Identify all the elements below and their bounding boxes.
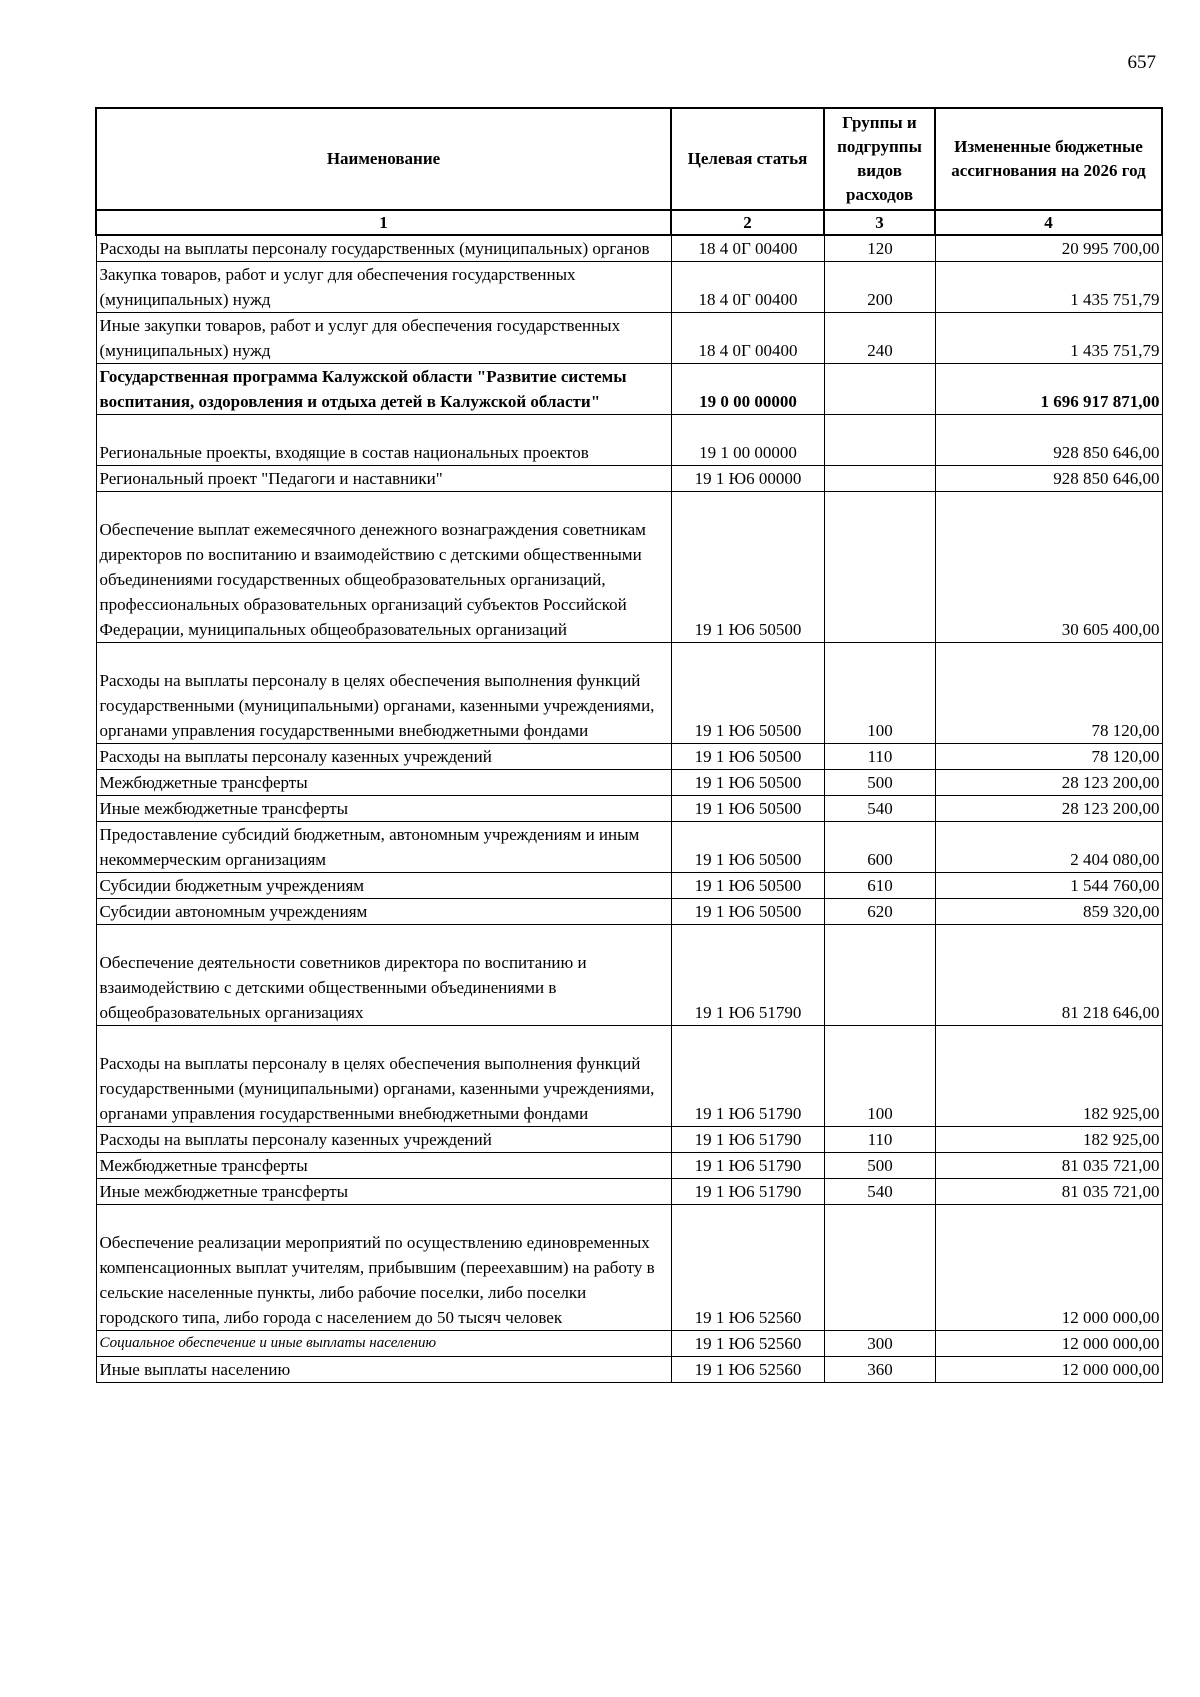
row-name: Обеспечение деятельности советников директора по воспитанию и взаимодействию с детскими общественными объединениями в общеобразовательных организациях bbox=[96, 925, 671, 1026]
row-target-article: 19 1 Ю6 51790 bbox=[671, 1127, 824, 1153]
row-amount: 78 120,00 bbox=[935, 643, 1162, 744]
header-expense-groups: Группы и подгруппы видов расходов bbox=[824, 108, 935, 210]
row-name: Субсидии бюджетным учреждениям bbox=[96, 873, 671, 899]
row-expense-group: 620 bbox=[824, 899, 935, 925]
row-expense-group bbox=[824, 925, 935, 1026]
table-row bbox=[96, 492, 1162, 643]
row-name: Межбюджетные трансферты bbox=[96, 770, 671, 796]
row-amount: 20 995 700,00 bbox=[935, 235, 1162, 262]
row-amount: 28 123 200,00 bbox=[935, 796, 1162, 822]
row-amount: 78 120,00 bbox=[935, 744, 1162, 770]
row-expense-group bbox=[824, 466, 935, 492]
row-amount: 81 218 646,00 bbox=[935, 925, 1162, 1026]
row-target-article: 19 1 Ю6 51790 bbox=[671, 1153, 824, 1179]
row-target-article: 18 4 0Г 00400 bbox=[671, 235, 824, 262]
row-name: Расходы на выплаты персоналу в целях обеспечения выполнения функций государственными (муниципальными) органами, казенными учреждениями, органами управления государственными внебюджетными фондами bbox=[96, 1026, 671, 1127]
row-expense-group: 610 bbox=[824, 873, 935, 899]
row-target-article: 19 1 Ю6 52560 bbox=[671, 1357, 824, 1383]
row-target-article: 19 1 00 00000 bbox=[671, 415, 824, 466]
row-name: Иные выплаты населению bbox=[96, 1357, 671, 1383]
row-name: Региональные проекты, входящие в состав национальных проектов bbox=[96, 415, 671, 466]
table-row bbox=[96, 313, 1162, 364]
header-name: Наименование bbox=[96, 108, 671, 210]
row-target-article: 19 1 Ю6 00000 bbox=[671, 466, 824, 492]
row-amount: 928 850 646,00 bbox=[935, 415, 1162, 466]
row-expense-group: 360 bbox=[824, 1357, 935, 1383]
row-target-article: 19 1 Ю6 51790 bbox=[671, 1179, 824, 1205]
table-row bbox=[96, 1127, 1162, 1153]
row-target-article: 18 4 0Г 00400 bbox=[671, 313, 824, 364]
table-row bbox=[96, 1331, 1162, 1357]
table-row bbox=[96, 822, 1162, 873]
row-amount: 81 035 721,00 bbox=[935, 1153, 1162, 1179]
row-amount: 12 000 000,00 bbox=[935, 1205, 1162, 1331]
table-row bbox=[96, 1179, 1162, 1205]
row-amount: 1 544 760,00 bbox=[935, 873, 1162, 899]
row-name: Субсидии автономным учреждениям bbox=[96, 899, 671, 925]
row-expense-group: 600 bbox=[824, 822, 935, 873]
row-expense-group bbox=[824, 364, 935, 415]
row-amount: 28 123 200,00 bbox=[935, 770, 1162, 796]
row-expense-group: 200 bbox=[824, 262, 935, 313]
budget-table bbox=[95, 107, 1163, 1383]
table-row bbox=[96, 235, 1162, 262]
table-row bbox=[96, 1205, 1162, 1331]
row-expense-group: 120 bbox=[824, 235, 935, 262]
row-amount: 81 035 721,00 bbox=[935, 1179, 1162, 1205]
table-row bbox=[96, 262, 1162, 313]
column-number: 1 bbox=[96, 210, 671, 235]
row-target-article: 19 1 Ю6 50500 bbox=[671, 744, 824, 770]
row-expense-group: 240 bbox=[824, 313, 935, 364]
row-name: Иные межбюджетные трансферты bbox=[96, 796, 671, 822]
row-name: Социальное обеспечение и иные выплаты населению bbox=[96, 1331, 671, 1357]
row-target-article: 19 1 Ю6 50500 bbox=[671, 770, 824, 796]
row-target-article: 19 1 Ю6 51790 bbox=[671, 1026, 824, 1127]
row-amount: 1 435 751,79 bbox=[935, 313, 1162, 364]
row-amount: 182 925,00 bbox=[935, 1127, 1162, 1153]
row-expense-group: 500 bbox=[824, 770, 935, 796]
row-expense-group: 540 bbox=[824, 1179, 935, 1205]
table-row bbox=[96, 925, 1162, 1026]
row-target-article: 19 1 Ю6 50500 bbox=[671, 873, 824, 899]
row-amount: 12 000 000,00 bbox=[935, 1357, 1162, 1383]
row-name: Расходы на выплаты персоналу государственных (муниципальных) органов bbox=[96, 235, 671, 262]
row-target-article: 18 4 0Г 00400 bbox=[671, 262, 824, 313]
row-target-article: 19 1 Ю6 52560 bbox=[671, 1205, 824, 1331]
row-expense-group: 100 bbox=[824, 643, 935, 744]
row-name: Обеспечение реализации мероприятий по осуществлению единовременных компенсационных выплат учителям, прибывшим (переехавшим) на работу в сельские населенные пункты, либо рабочие поселки, либо поселки городского типа, либо города с населением до 50 тысяч человек bbox=[96, 1205, 671, 1331]
row-name: Предоставление субсидий бюджетным, автономным учреждениям и иным некоммерческим организациям bbox=[96, 822, 671, 873]
header-budget-allocations: Измененные бюджетные ассигнования на 2026 год bbox=[935, 108, 1162, 210]
row-expense-group: 110 bbox=[824, 1127, 935, 1153]
table-row bbox=[96, 873, 1162, 899]
table-row bbox=[96, 1357, 1162, 1383]
row-target-article: 19 0 00 00000 bbox=[671, 364, 824, 415]
row-expense-group: 540 bbox=[824, 796, 935, 822]
row-amount: 859 320,00 bbox=[935, 899, 1162, 925]
row-amount: 12 000 000,00 bbox=[935, 1331, 1162, 1357]
header-target-article: Целевая статья bbox=[671, 108, 824, 210]
row-expense-group: 500 bbox=[824, 1153, 935, 1179]
column-number: 3 bbox=[824, 210, 935, 235]
column-number: 4 bbox=[935, 210, 1162, 235]
row-name: Государственная программа Калужской области "Развитие системы воспитания, оздоровления и отдыха детей в Калужской области" bbox=[96, 364, 671, 415]
row-name: Расходы на выплаты персоналу в целях обеспечения выполнения функций государственными (муниципальными) органами, казенными учреждениями, органами управления государственными внебюджетными фондами bbox=[96, 643, 671, 744]
row-amount: 182 925,00 bbox=[935, 1026, 1162, 1127]
table-header bbox=[96, 108, 1162, 235]
row-expense-group: 110 bbox=[824, 744, 935, 770]
row-target-article: 19 1 Ю6 50500 bbox=[671, 643, 824, 744]
table-row bbox=[96, 796, 1162, 822]
row-name: Расходы на выплаты персоналу казенных учреждений bbox=[96, 1127, 671, 1153]
row-target-article: 19 1 Ю6 50500 bbox=[671, 796, 824, 822]
row-name: Иные закупки товаров, работ и услуг для обеспечения государственных (муниципальных) нужд bbox=[96, 313, 671, 364]
row-target-article: 19 1 Ю6 50500 bbox=[671, 492, 824, 643]
row-expense-group: 100 bbox=[824, 1026, 935, 1127]
row-name: Региональный проект "Педагоги и наставники" bbox=[96, 466, 671, 492]
table-row bbox=[96, 899, 1162, 925]
row-expense-group: 300 bbox=[824, 1331, 935, 1357]
row-expense-group bbox=[824, 492, 935, 643]
table-row bbox=[96, 744, 1162, 770]
table-row bbox=[96, 643, 1162, 744]
row-name: Межбюджетные трансферты bbox=[96, 1153, 671, 1179]
row-target-article: 19 1 Ю6 50500 bbox=[671, 899, 824, 925]
table-row bbox=[96, 1026, 1162, 1127]
row-expense-group bbox=[824, 1205, 935, 1331]
table-row bbox=[96, 415, 1162, 466]
row-target-article: 19 1 Ю6 50500 bbox=[671, 822, 824, 873]
table-body bbox=[96, 235, 1162, 1383]
column-number: 2 bbox=[671, 210, 824, 235]
row-amount: 1 435 751,79 bbox=[935, 262, 1162, 313]
row-name: Иные межбюджетные трансферты bbox=[96, 1179, 671, 1205]
page-number: 657 bbox=[1127, 52, 1156, 73]
row-name: Закупка товаров, работ и услуг для обеспечения государственных (муниципальных) нужд bbox=[96, 262, 671, 313]
row-amount: 928 850 646,00 bbox=[935, 466, 1162, 492]
row-name: Расходы на выплаты персоналу казенных учреждений bbox=[96, 744, 671, 770]
row-amount: 2 404 080,00 bbox=[935, 822, 1162, 873]
row-target-article: 19 1 Ю6 51790 bbox=[671, 925, 824, 1026]
table-row bbox=[96, 770, 1162, 796]
table-row bbox=[96, 466, 1162, 492]
row-target-article: 19 1 Ю6 52560 bbox=[671, 1331, 824, 1357]
table-row bbox=[96, 1153, 1162, 1179]
table-row-program bbox=[96, 364, 1162, 415]
row-name: Обеспечение выплат ежемесячного денежного вознаграждения советникам директоров по воспитанию и взаимодействию с детскими общественными объединениями государственных общеобразовательных организаций, профессиональных образовательных организаций субъектов Российской Федерации, муниципальных общеобразовательных организаций bbox=[96, 492, 671, 643]
row-amount: 30 605 400,00 bbox=[935, 492, 1162, 643]
row-expense-group bbox=[824, 415, 935, 466]
row-amount: 1 696 917 871,00 bbox=[935, 364, 1162, 415]
